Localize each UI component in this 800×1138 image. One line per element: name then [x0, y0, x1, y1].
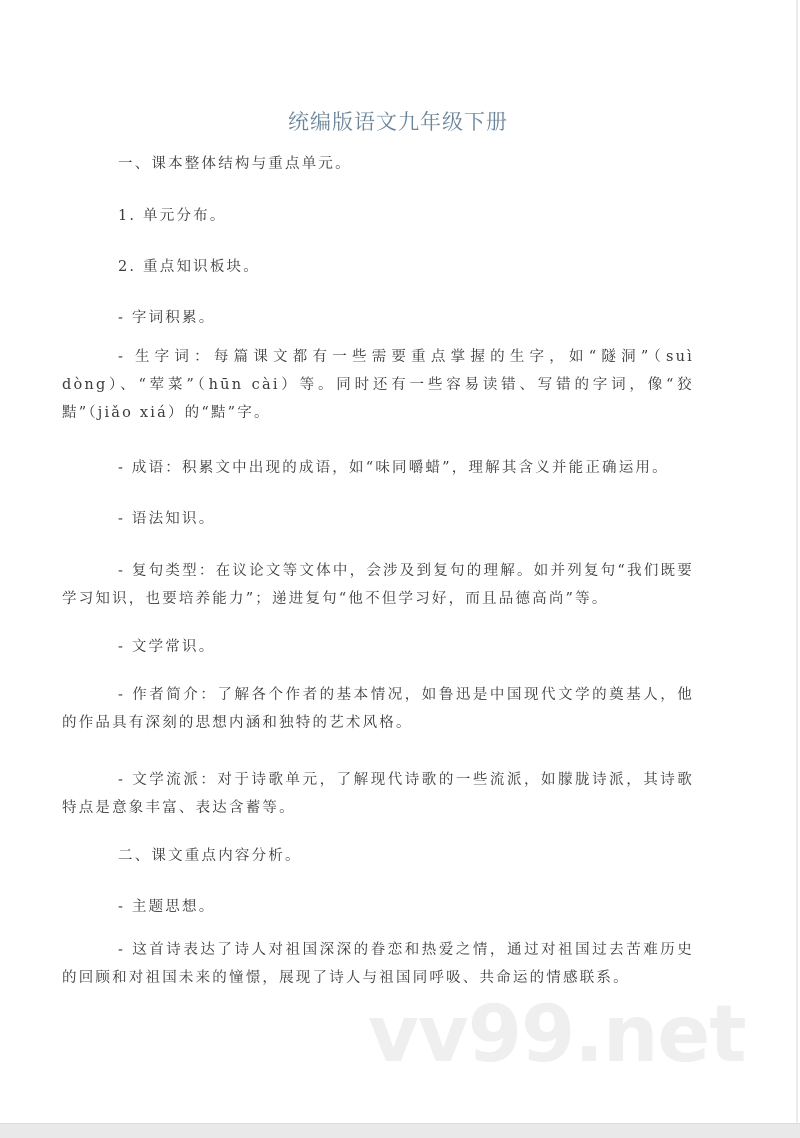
paragraph-new-words: - 生字词：每篇课文都有一些需要重点掌握的生字，如“隧洞”（suì dòng）、“荤菜”（hūn cài）等。同时还有一些容易读错、写错的字词，像“狡黠”（jiǎo xiá）的“黠”字。	[62, 349, 694, 421]
paragraph-idioms: - 成语：积累文中出现的成语，如“味同嚼蜡”，理解其含义并能正确运用。	[118, 460, 669, 476]
bullet-literary-knowledge: - 文学常识。	[118, 639, 216, 655]
paragraph-theme-analysis: - 这首诗表达了诗人对祖国深深的眷恋和热爱之情，通过对祖国过去苦难历史的回顾和对祖国未来的憧憬，展现了诗人与祖国同呼吸、共命运的情感联系。	[62, 942, 694, 986]
bullet-theme: - 主题思想。	[118, 899, 216, 915]
subheading-unit-distribution: 1. 单元分布。	[118, 208, 227, 224]
section-heading-2: 二、课文重点内容分析。	[118, 848, 302, 864]
subheading-key-knowledge: 2. 重点知识板块。	[118, 259, 260, 275]
bullet-grammar: - 语法知识。	[118, 511, 216, 527]
section-heading-1: 一、课本整体结构与重点单元。	[118, 156, 352, 172]
page-bottom-edge	[0, 1123, 800, 1138]
paragraph-literary-schools: - 文学流派：对于诗歌单元，了解现代诗歌的一些流派，如朦胧诗派，其诗歌特点是意象丰富、表达含蓄等。	[62, 772, 694, 816]
bullet-vocabulary: - 字词积累。	[118, 310, 216, 326]
watermark: vv99.net	[368, 990, 746, 1080]
document-title: 统编版语文九年级下册	[288, 110, 508, 134]
paragraph-complex-sentences: - 复句类型：在议论文等文体中，会涉及到复句的理解。如并列复句“我们既要学习知识，也要培养能力”；递进复句“他不但学习好，而且品德高尚”等。	[62, 563, 694, 607]
paragraph-author-intro: - 作者简介：了解各个作者的基本情况，如鲁迅是中国现代文学的奠基人，他的作品具有深刻的思想内涵和独特的艺术风格。	[62, 687, 694, 731]
